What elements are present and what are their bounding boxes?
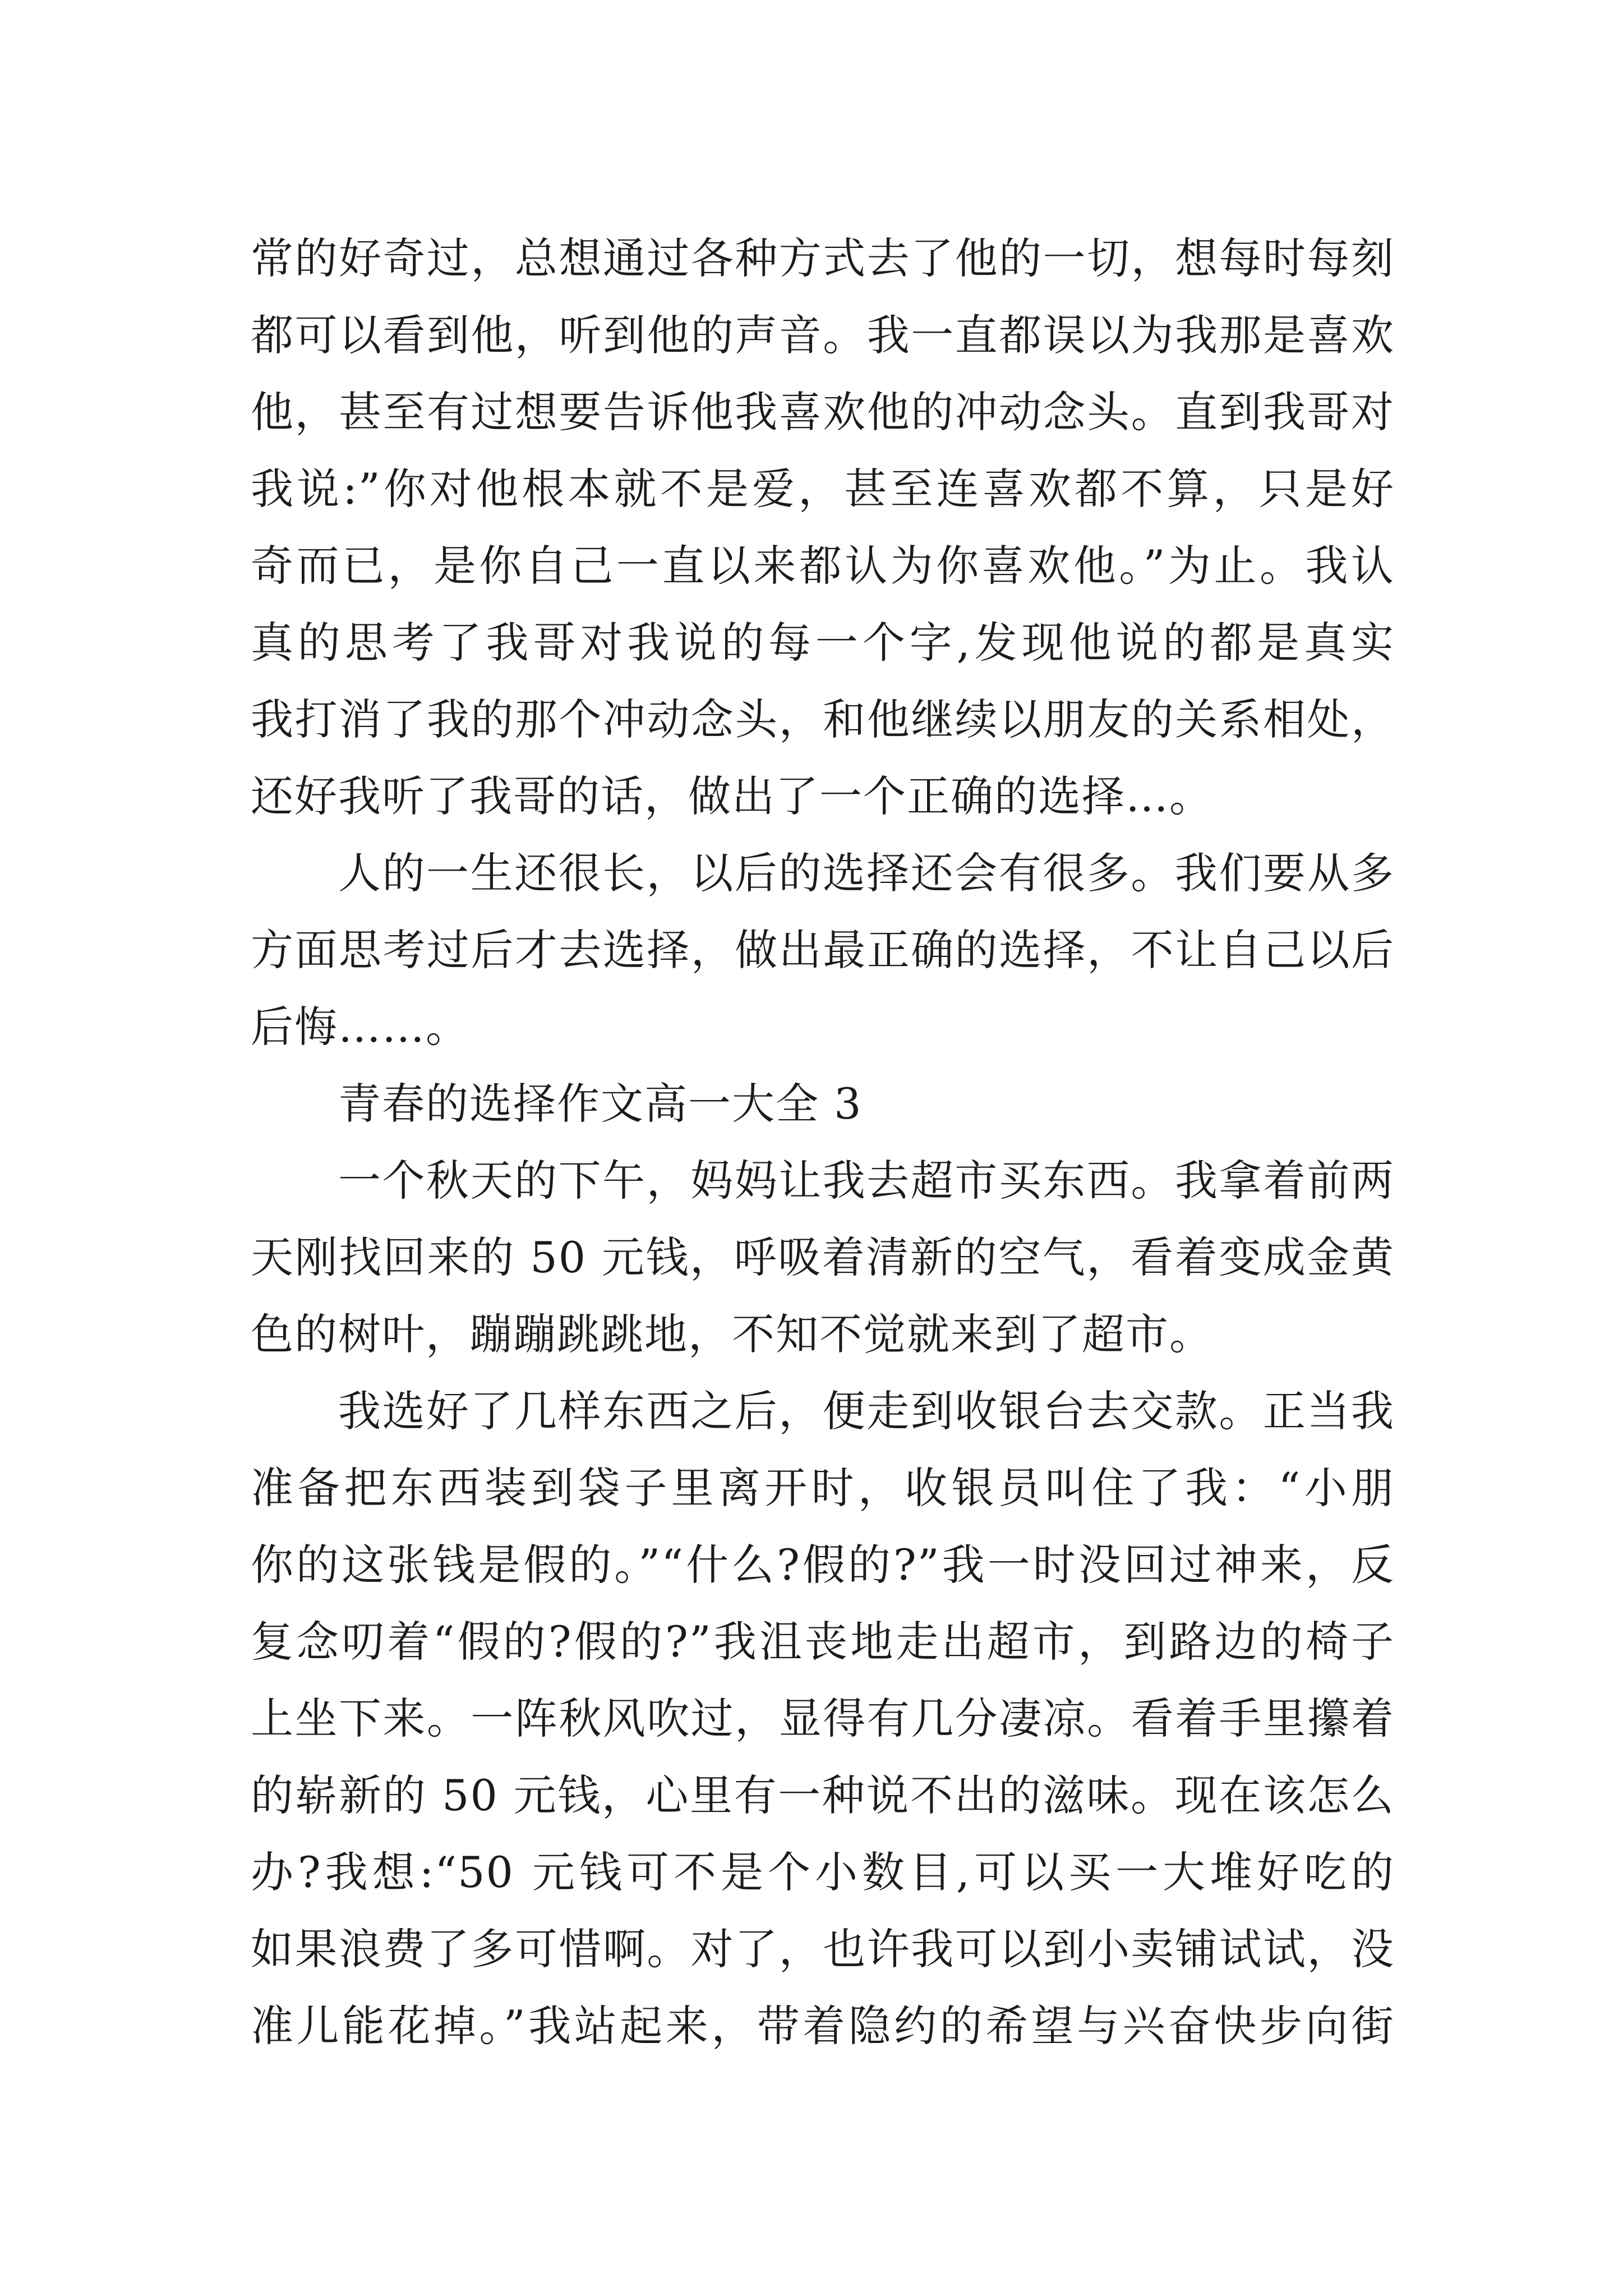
paragraph-line: 天刚找回来的 50 元钱，呼吸着清新的空气，看着变成金黄 [251,1232,1395,1282]
paragraph-line: 上坐下来。一阵秋风吹过，显得有几分凄凉。看着手里攥着 [251,1694,1395,1743]
paragraph-line: 我选好了几样东西之后，便走到收银台去交款。正当我 [338,1386,1395,1436]
paragraph-line: 准儿能花掉。”我站起来，带着隐约的希望与兴奋快步向街 [251,2001,1395,2051]
paragraph-line: 办?我想:“50 元钱可不是个小数目,可以买一大堆好吃的 [251,1847,1395,1897]
paragraph-line: 的崭新的 50 元钱，心里有一种说不出的滋味。现在该怎么 [251,1770,1395,1820]
paragraph-story-1 [251,1142,1395,1373]
paragraph-line: 方面思考过后才去选择，做出最正确的选择，不让自己以后 [251,925,1395,975]
paragraph-line: 一个秋天的下午，妈妈让我去超市买东西。我拿着前两 [338,1156,1395,1205]
paragraph-line: 还好我听了我哥的话，做出了一个正确的选择…。 [251,771,1213,821]
paragraph-line: 他，甚至有过想要告诉他我喜欢他的冲动念头。直到我哥对 [251,387,1395,437]
section-title: 青春的选择作文高一大全 3 [338,1079,863,1129]
document-body [251,220,1395,2064]
paragraph-line: 都可以看到他，听到他的声音。我一直都误以为我那是喜欢 [251,310,1395,360]
paragraph-closing [251,835,1395,1065]
paragraph-line: 奇而已，是你自己一直以来都认为你喜欢他。”为止。我认 [251,541,1395,591]
paragraph-line: 你的这张钱是假的。”“什么?假的?”我一时没回过神来，反 [251,1540,1395,1590]
paragraph-story-2 [251,1373,1395,2064]
paragraph-line: 复念叨着“假的?假的?”我沮丧地走出超市，到路边的椅子 [251,1617,1395,1667]
paragraph-line: 我打消了我的那个冲动念头，和他继续以朋友的关系相处， [251,694,1395,744]
paragraph-continued [251,220,1395,835]
paragraph-line: 色的树叶，蹦蹦跳跳地，不知不觉就来到了超市。 [251,1309,1213,1359]
paragraph-line: 常的好奇过，总想通过各种方式去了他的一切，想每时每刻 [251,233,1395,283]
paragraph-line: 如果浪费了多可惜啊。对了，也许我可以到小卖铺试试，没 [251,1924,1395,1974]
paragraph-line: 人的一生还很长，以后的选择还会有很多。我们要从多 [338,848,1395,898]
paragraph-line: 准备把东西装到袋子里离开时，收银员叫住了我：“小朋 [251,1463,1395,1513]
paragraph-line: 真的思考了我哥对我说的每一个字,发现他说的都是真实 [251,618,1395,668]
paragraph-line: 我说:”你对他根本就不是爱，甚至连喜欢都不算，只是好 [251,464,1395,514]
paragraph-line: 后悔……。 [251,1002,469,1052]
